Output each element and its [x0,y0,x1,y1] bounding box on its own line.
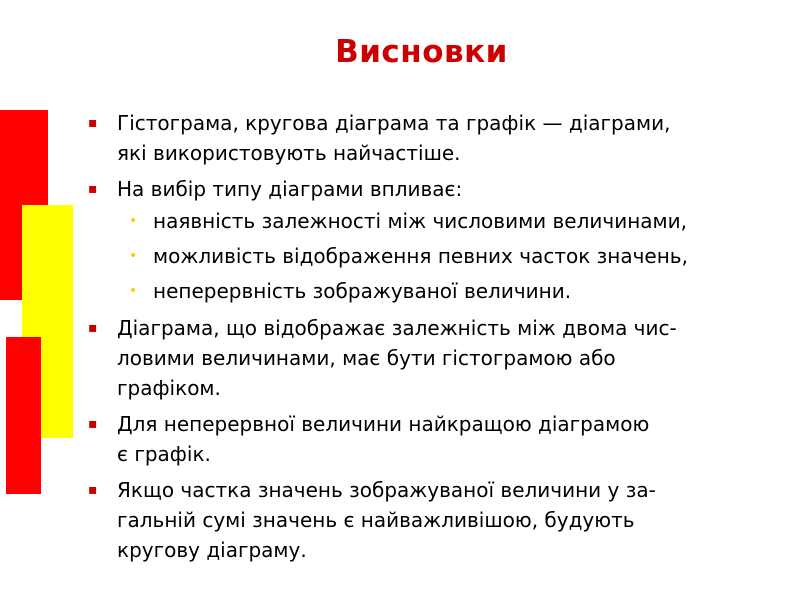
sub-bullet-text: неперервність зображуваної величини. [153,279,572,303]
bullet-item [87,174,777,204]
bullet-item [87,475,777,565]
bullet-square-icon: ▪ [88,320,98,336]
slide-title: Висновки [335,34,508,70]
sub-bullet-text: можливість відображення певних часток значень, [153,244,688,268]
bullet-text: На вибір типу діаграми впливає: [117,177,463,201]
bullet-item [87,409,777,469]
sub-bullet-dot-icon: • [129,213,138,229]
sub-bullet-item [87,274,777,309]
bullet-text: Гістограма, кругова діаграма та графік — діаграми, які використовують найчастіше. [117,111,671,165]
bullet-item [87,108,777,168]
sub-bullet-dot-icon: • [129,283,138,299]
bullet-item [87,313,777,403]
bullet-square-icon: ▪ [88,482,98,498]
bullet-text: Для неперервної величини найкращою діаграмою є графік. [117,412,650,466]
bullet-square-icon: ▪ [88,181,98,197]
sub-bullet-item [87,239,777,274]
sub-bullet-text: наявність залежності між числовими величинами, [153,209,687,233]
bullet-text: Якщо частка значень зображуваної величини у за- гальній сумі значень є найважливішою, будують кругову діаграму. [117,478,656,562]
decorative-red-block-bottom [6,337,41,494]
bullet-square-icon: ▪ [88,115,98,131]
bullet-list [87,108,777,571]
bullet-square-icon: ▪ [88,416,98,432]
bullet-text: Діаграма, що відображає залежність між двома чис- ловими величинами, має бути гістограмою або графіком. [117,316,677,400]
sub-bullet-list [87,204,777,309]
sub-bullet-item [87,204,777,239]
sub-bullet-dot-icon: • [129,248,138,264]
